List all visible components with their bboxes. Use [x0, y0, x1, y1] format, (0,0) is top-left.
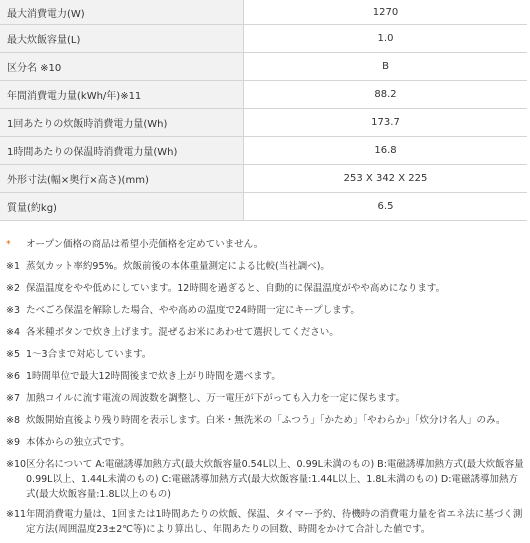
footnote-text: 保温温度をやや低めにしています。12時間を過ぎると、自動的に保温温度がやや高めになります。 [26, 283, 446, 294]
spec-value: 173.7 [244, 109, 528, 137]
spec-value: 16.8 [244, 137, 528, 165]
footnote-text: 加熱コイルに流す電流の周波数を調整し、万一電圧が下がっても入力を一定に保ちます。 [26, 393, 405, 404]
spec-row [0, 193, 527, 221]
spec-row [0, 81, 527, 109]
spec-row [0, 165, 527, 193]
footnote-text: 1時間単位で最大12時間後まで炊き上がり時間を選べます。 [26, 371, 281, 382]
footnote-mark: ※10 [6, 459, 27, 470]
spec-value: 1270 [244, 0, 528, 25]
spec-row [0, 109, 527, 137]
spec-row [0, 0, 527, 25]
footnote-text: 1～3合まで対応しています。 [26, 349, 152, 360]
footnote-text: 各米種ボタンで炊き上げます。混ぜるお米にあわせて選択してください。 [26, 327, 339, 338]
footnote [0, 413, 528, 428]
footnote-text: オープン価格の商品は希望小売価格を定めていません。 [26, 239, 264, 250]
footnote-text: 年間消費電力量は、1回または1時間あたりの炊飯、保温、タイマー予約、待機時の消費電力量を省エネ法に基づく測定方法(周囲温度23±2℃等)により算出し、年間あたりの回数、時間をかけて合計した値です。 [26, 509, 523, 535]
footnote-mark: ※6 [6, 371, 21, 382]
spec-row [0, 25, 527, 53]
footnote [0, 325, 528, 340]
footnote-mark: ※2 [6, 283, 21, 294]
footnote-mark: * [6, 239, 11, 250]
footnote-text: 炊飯開始直後より残り時間を表示します。白米・無洗米の「ふつう」「かため」「やわらか」「炊分け名人」のみ。 [26, 415, 506, 426]
spec-label: 最大炊飯容量(L) [0, 25, 244, 53]
footnote-text: 蒸気カット率約95%。炊飯前後の本体重量測定による比較(当社調べ)。 [26, 261, 330, 272]
footnote-mark: ※8 [6, 415, 21, 426]
spec-label: 最大消費電力(W) [0, 0, 244, 25]
footnote-mark: ※1 [6, 261, 21, 272]
footnote [0, 303, 528, 318]
footnote [0, 347, 528, 362]
footnote [0, 507, 528, 537]
footnote [0, 259, 528, 274]
footnote [0, 457, 528, 502]
footnote-mark: ※5 [6, 349, 21, 360]
footnote [0, 435, 528, 450]
spec-table [0, 0, 527, 221]
spec-label: 年間消費電力量(kWh/年)※11 [0, 81, 244, 109]
spec-value: 88.2 [244, 81, 528, 109]
spec-label: 区分名 ※10 [0, 53, 244, 81]
footnote-mark: ※3 [6, 305, 21, 316]
footnote [0, 369, 528, 384]
spec-value: B [244, 53, 528, 81]
footnote-text: 本体からの独立式です。 [26, 437, 130, 448]
footnotes [0, 236, 528, 537]
spec-label: 1回あたりの炊飯時消費電力量(Wh) [0, 109, 244, 137]
spec-value: 253 X 342 X 225 [244, 165, 528, 193]
footnote-mark: ※7 [6, 393, 21, 404]
footnote [0, 281, 528, 296]
spec-value: 6.5 [244, 193, 528, 221]
spec-row [0, 53, 527, 81]
footnote-text: たべごろ保温を解除した場合、やや高めの温度で24時間一定にキープします。 [26, 305, 360, 316]
spec-label: 外形寸法(幅×奥行×高さ)(mm) [0, 165, 244, 193]
spec-value: 1.0 [244, 25, 528, 53]
spec-label: 1時間あたりの保温時消費電力量(Wh) [0, 137, 244, 165]
spec-label: 質量(約kg) [0, 193, 244, 221]
footnote-mark: ※9 [6, 437, 21, 448]
footnote [0, 391, 528, 406]
footnote [0, 237, 528, 252]
footnote-text: 区分名について A:電磁誘導加熱方式(最大炊飯容量0.54L以上、0.99L未満のもの) B:電磁誘導加熱方式(最大炊飯容量0.99L以上、1.44L未満のもの) C:電磁誘導加熱方式(最大炊飯容量:1.44L以上、1.8L未満のもの) D:電磁誘導加熱方式(最大炊飯容量:1.8L以上のもの) [26, 459, 524, 500]
spec-row [0, 137, 527, 165]
footnote-mark: ※11 [6, 509, 27, 520]
footnote-mark: ※4 [6, 327, 21, 338]
